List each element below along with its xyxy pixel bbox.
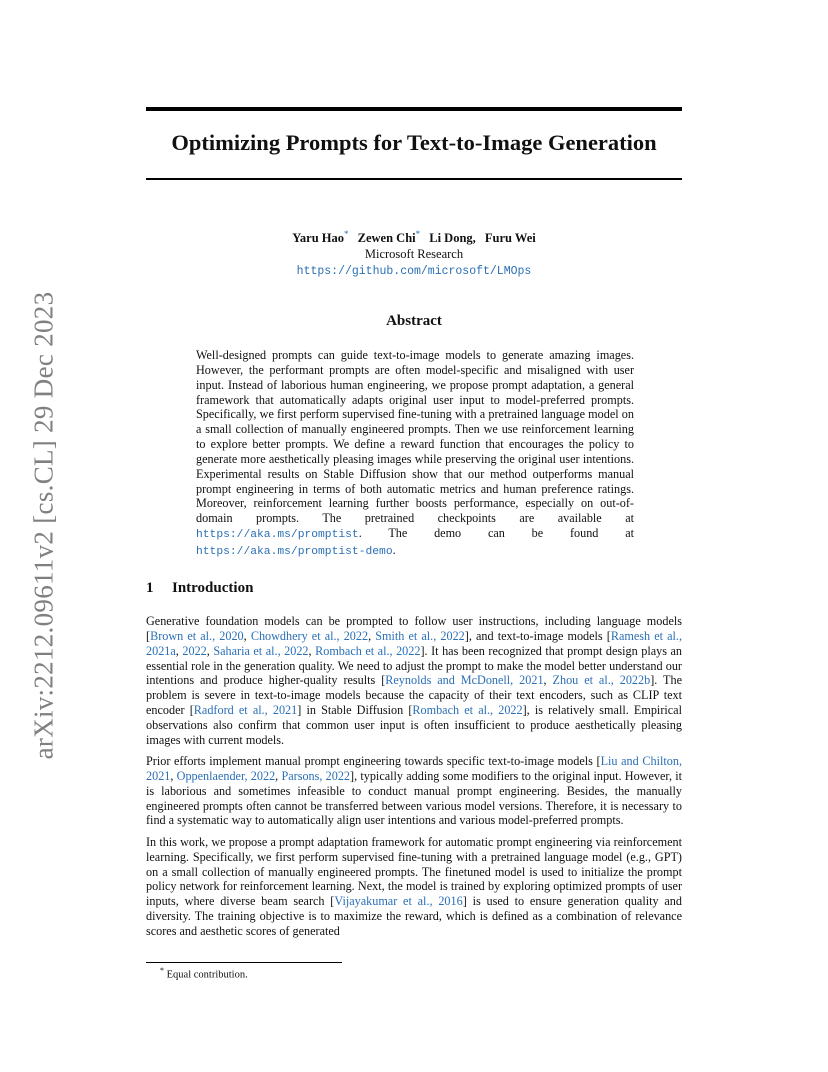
section-heading xyxy=(146,580,253,597)
paragraph-text: ] is used to ensure generation quality and diversity. The training objective is to maximize the reward, which is defined as a combination of relevance scores and aesthetic scores of generated xyxy=(146,894,682,938)
arxiv-stamp-text: arXiv:2212.09611v2 [cs.CL] 29 Dec 2023 xyxy=(28,291,59,759)
paragraph-text: ]. It has been recognized that prompt design plays an essential role in the generation quality. We need to adjust the prompt to make the model better understand our intentions and produce higher-quality results [ xyxy=(146,643,683,688)
paragraph-text: , xyxy=(368,628,376,643)
section-number: 1 xyxy=(146,580,154,596)
paragraph xyxy=(146,614,682,748)
citation-link[interactable]: Brown et al., 2020 xyxy=(150,628,244,643)
paragraph-text: ], and text-to-image models [ xyxy=(464,628,611,643)
citation-link[interactable]: Liu and Chilton, 2021 xyxy=(146,754,682,783)
footnote-text: Equal contribution. xyxy=(166,969,248,981)
citation-link[interactable]: 2022 xyxy=(182,643,207,658)
equal-contribution-marker: * xyxy=(344,228,349,239)
author-block xyxy=(146,230,682,280)
paragraph-text: , xyxy=(243,628,251,643)
author-name: Yaru Hao xyxy=(292,231,344,245)
paragraph-text: , xyxy=(543,673,553,688)
abstract-heading: Abstract xyxy=(386,313,442,329)
affiliation: Microsoft Research xyxy=(364,247,464,261)
paragraph-text: , xyxy=(175,643,183,658)
citation-link[interactable]: Parsons, 2022 xyxy=(281,768,351,783)
paragraph-text: , xyxy=(206,643,214,658)
paragraph-text: Prior efforts implement manual prompt engineering towards specific text-to-image models [ xyxy=(146,754,601,769)
citation-link[interactable]: Radford et al., 2021 xyxy=(193,703,298,718)
arxiv-stamp xyxy=(24,290,64,760)
title-top-rule xyxy=(146,107,682,111)
paragraph-text: ], typically adding some modifiers to the original input. However, it is laborious and sometimes infeasible to conduct manual prompt engineering. Besides, the manually engineered prompts often cannot be transferred between various model versions. Therefore, it is necessary to find a systematic way to automatically align user intentions and various model-preferred prompts. xyxy=(146,768,683,828)
footnote-rule xyxy=(146,962,342,963)
abstract-text: . The demo can be found at xyxy=(358,526,634,541)
citation-link[interactable]: Rombach et al., 2022 xyxy=(315,643,421,658)
citation-link[interactable]: Reynolds and McDonell, 2021 xyxy=(385,673,544,688)
citation-link[interactable]: Oppenlaender, 2022 xyxy=(176,768,276,783)
footnote xyxy=(160,966,248,981)
introduction-body xyxy=(146,614,682,945)
author-name: Li Dong xyxy=(429,231,473,245)
citation-link[interactable]: Zhou et al., 2022b xyxy=(552,673,651,688)
repo-link[interactable]: https://github.com/microsoft/LMOps xyxy=(296,265,532,278)
citation-link[interactable]: Chowdhery et al., 2022 xyxy=(250,628,369,643)
paragraph-text: ]. The problem is severe in text-to-image models because the capacity of their text encoders, such as CLIP text encoder [ xyxy=(146,673,682,718)
paragraph-text: ] in Stable Diffusion [ xyxy=(297,703,413,718)
citation-link[interactable]: Rombach et al., 2022 xyxy=(412,703,523,718)
paragraph-text: Generative foundation models can be prompted to follow user instructions, including language models [ xyxy=(146,614,682,643)
abstract-body xyxy=(196,348,634,560)
author-names: Yaru Hao* Zewen Chi* Li Dong, Furu Wei xyxy=(292,228,536,245)
title-bottom-rule xyxy=(146,178,682,180)
section-title: Introduction xyxy=(172,580,254,596)
paragraph-text: , xyxy=(275,768,282,783)
paragraph-text: , xyxy=(308,643,316,658)
demo-link[interactable]: https://aka.ms/promptist-demo xyxy=(196,545,393,558)
author-name: Zewen Chi xyxy=(357,231,416,245)
abstract-text: . xyxy=(392,542,396,557)
paragraph-text: , xyxy=(170,768,177,783)
equal-contribution-marker: * xyxy=(415,228,421,239)
abstract-text: Well-designed prompts can guide text-to-image models to generate amazing images. However, the performant prompts are often model-specific and misaligned with user input. Instead of laborious human engineering, we propose prompt adaptation, a general framework that automatically adapts original user input to model-preferred prompts. Specifically, we first perform supervised fine-tuning with a pretrained language model on a small collection of manually engineered prompts. Then we use reinforcement learning to explore better prompts. We define a reward function that encourages the policy to generate more aesthetically pleasing images while preserving the original user intentions. Experimental results on Stable Diffusion show that our method outperforms manual prompt engineering in terms of both automatic metrics and human preference ratings. Moreover, reinforcement learning further boosts performance, especially on out-of-domain prompts. The pretrained checkpoints are available at xyxy=(196,348,634,526)
citation-link[interactable]: Ramesh et al., 2021a xyxy=(146,628,683,658)
checkpoint-link[interactable]: https://aka.ms/promptist xyxy=(196,529,359,542)
paragraph xyxy=(146,835,682,939)
footnote-marker: * xyxy=(160,966,164,975)
author-name: Furu Wei xyxy=(484,231,536,245)
citation-link[interactable]: Saharia et al., 2022 xyxy=(213,643,309,658)
citation-link[interactable]: Vijayakumar et al., 2016 xyxy=(334,894,463,909)
paragraph xyxy=(146,754,682,828)
paragraph-text: In this work, we propose a prompt adaptation framework for automatic prompt engineering via reinforcement learning. Specifically, we first perform supervised fine-tuning with a pretrained language model (e.g., GPT) on a small collection of manually engineered prompts. The finetuned model is used to initialize the prompt policy network for reinforcement learning. Next, the model is trained by exploring optimized prompts of user inputs, where diverse beam search [ xyxy=(146,834,682,909)
citation-link[interactable]: Smith et al., 2022 xyxy=(375,628,465,643)
paper-title: Optimizing Prompts for Text-to-Image Generation xyxy=(171,130,657,155)
paragraph-text: ], is relatively small. Empirical observations also confirm that common user input is often insufficient to produce aesthetically pleasing images with current models. xyxy=(146,703,682,747)
